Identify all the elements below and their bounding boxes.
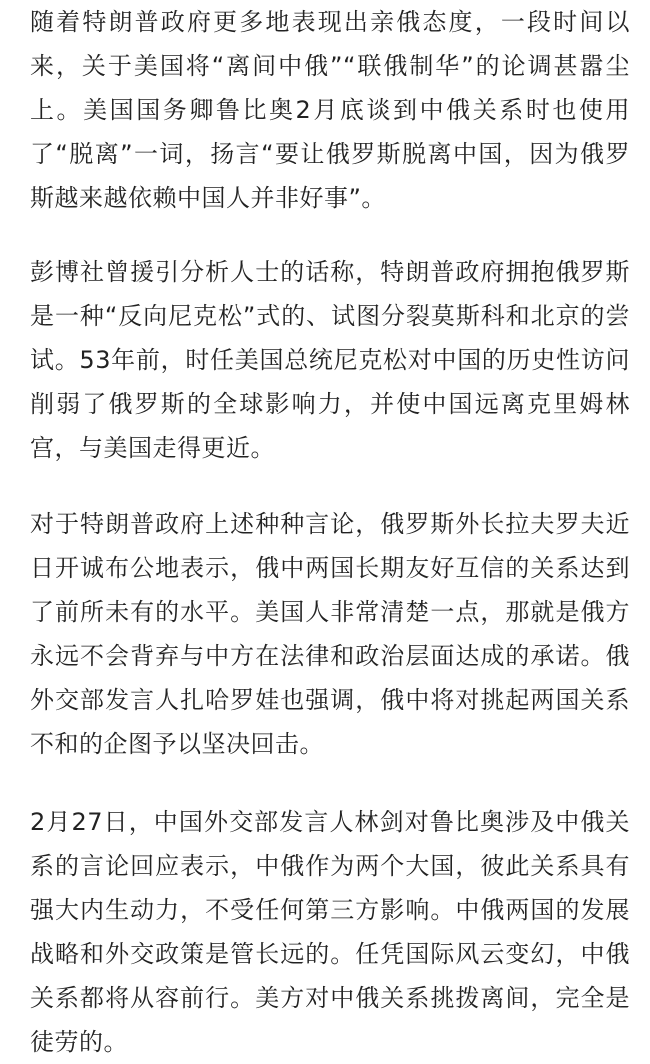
article-paragraph-1: 随着特朗普政府更多地表现出亲俄态度，一段时间以来，关于美国将“离间中俄”“联俄制华”的论调甚嚣尘上。美国国务卿鲁比奥2月底谈到中俄关系时也使用了“脱离”一词，扬言“要让俄罗斯脱离中国，因为俄罗斯越来越依赖中国人并非好事”。	[30, 8, 630, 212]
article-paragraph-3: 对于特朗普政府上述种种言论，俄罗斯外长拉夫罗夫近日开诚布公地表示，俄中两国长期友好互信的关系达到了前所未有的水平。美国人非常清楚一点，那就是俄方永远不会背弃与中方在法律和政治层面达成的承诺。俄外交部发言人扎哈罗娃也强调，俄中将对挑起两国关系不和的企图予以坚决回击。	[30, 510, 630, 758]
article-paragraph-4: 2月27日，中国外交部发言人林剑对鲁比奥涉及中俄关系的言论回应表示，中俄作为两个大国，彼此关系具有强大内生动力，不受任何第三方影响。中俄两国的发展战略和外交政策是管长远的。任凭国际风云变幻，中俄关系都将从容前行。美方对中俄关系挑拨离间，完全是徒劳的。	[30, 808, 630, 1056]
article-paragraph-2: 彭博社曾援引分析人士的话称，特朗普政府拥抱俄罗斯是一种“反向尼克松”式的、试图分裂莫斯科和北京的尝试。53年前，时任美国总统尼克松对中国的历史性访问削弱了俄罗斯的全球影响力，并使中国远离克里姆林宫，与美国走得更近。	[30, 258, 630, 462]
